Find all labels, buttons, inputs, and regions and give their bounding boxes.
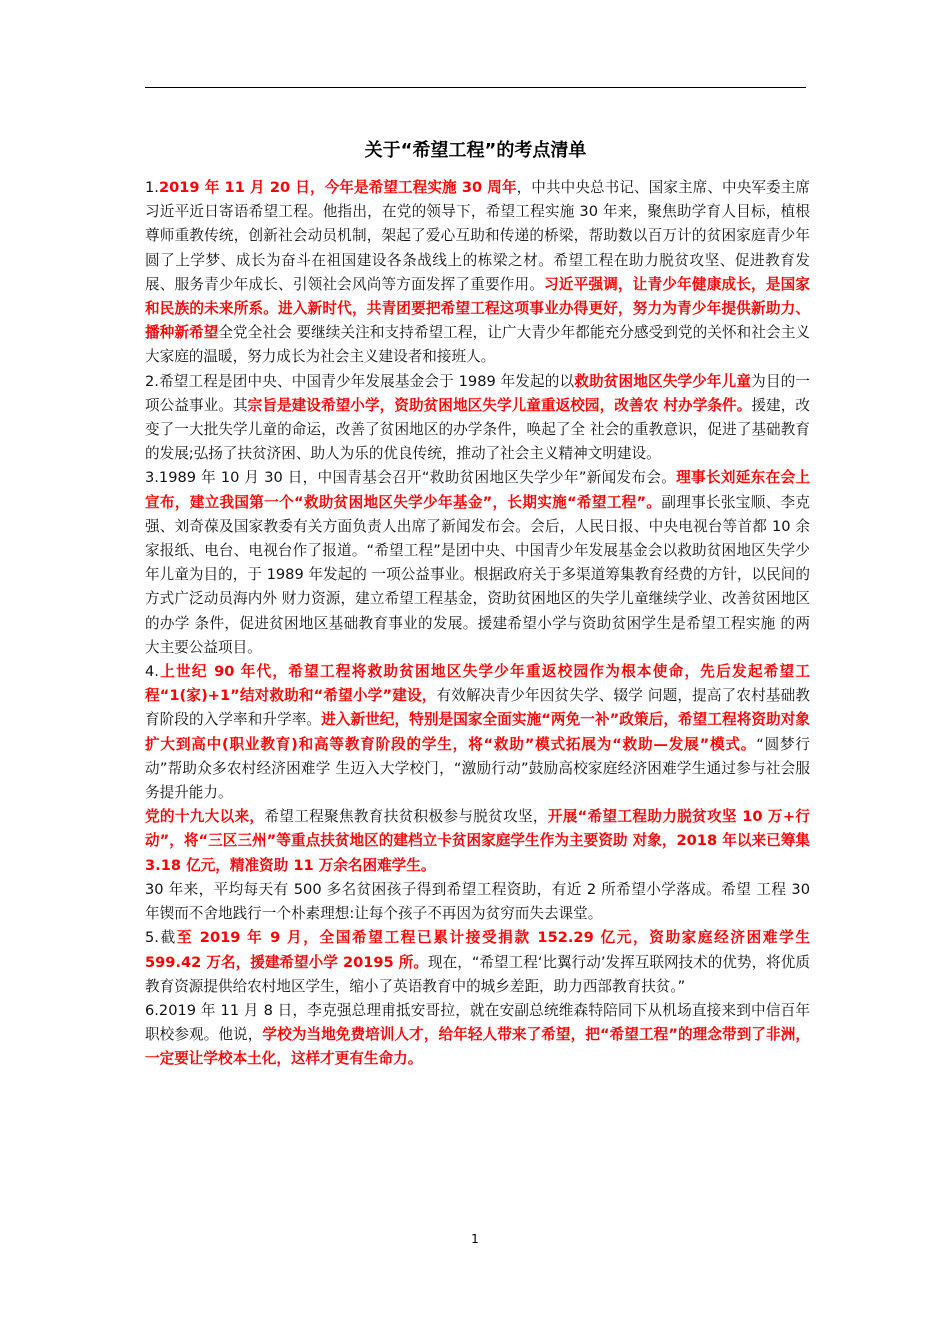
- text-run: 2.希望工程是团中央、中国青少年发展基金会于 1989 年发起的以: [145, 372, 575, 390]
- highlight-run: 党的十九大以来，: [145, 808, 265, 826]
- paragraph-2: [145, 370, 810, 467]
- highlight-run: 习近平强调，让青少年健康成长，是国家和民族的未来所系。进入新时代，共青团要把希望工程这项事业办得更好，努力为青少年提供新助力、播种新希望: [145, 275, 810, 342]
- text-run: 6.2019 年 11 月 8 日，李克强总理甫抵安哥拉，就在安副总统维森特陪同下从机场直接来到中信百年职校参观。他说，: [145, 1001, 810, 1044]
- document-title: 关于“希望工程”的考点清单: [364, 140, 587, 161]
- text-run: 现在，“希望工程‘比翼行动’发挥互联网技术的优势，将优质教育资源提供给农村地区学生，缩小了英语教育中的城乡差距，助力西部教育扶贫。”: [145, 953, 810, 995]
- text-run: 全党全社会 要继续关注和支持希望工程，让广大青少年都能充分感受到党的关怀和社会主义大家庭的温暖，努力成长为社会主义建设者和接班人。: [145, 324, 810, 366]
- text-run: 30 年来，平均每天有 500 多名贫困孩子得到希望工程资助，有近 2 所希望小学落成。希望 工程 30 年锲而不舍地践行一个朴素理想:让每个孩子不再因为贫穷而失去课堂。: [145, 880, 810, 923]
- paragraph-8: [145, 999, 810, 1072]
- highlight-run: 至 2019 年 9 月，全国希望工程已累计接受捐款 152.29 亿元，资助家庭经济困难学生 599.42 万名，援建希望小学 20195 所。: [145, 929, 810, 971]
- text-run: 副理事长张宝顺、李克强、刘奇葆及国家教委有关方面负责人出席了新闻发布会。会后，人民日报、中央电视台等首都 10 余家报纸、电台、电视台作了报道。“希望工程”是团中央、中国青少年发展基金会以救助贫困地区失学少年儿童为目的，于 1989 年发起的 一项公益事业。根据政府关于多渠道筹集教育经费的方针，以民间的方式广泛动员海内外 财力资源，建立希望工程基金，资助贫困地区的失学儿童继续学业、改善贫困地区的办学 条件，促进贫困地区基础教育事业的发展。援建希望小学与资助贫困学生是希望工程实施 的两大主要公益项目。: [145, 493, 810, 656]
- page-number: 1: [471, 1232, 479, 1246]
- text-run: “圆梦行动”帮助众多农村经济困难学 生迈入大学校门，“激励行动”鼓励高校家庭经济困难学生通过参与社会服务提升能力。: [145, 735, 810, 802]
- text-run: 3.1989 年 10 月 30 日，中国青基会召开“救助贫困地区失学少年”新闻发布会。: [145, 469, 677, 487]
- document-body: [145, 176, 810, 1072]
- text-run: 希望工程聚焦教育扶贫积极参与脱贫攻坚，: [264, 808, 548, 826]
- highlight-run: 救助贫困地区失学少年儿童: [574, 372, 752, 390]
- highlight-run: 学校为当地免费培训人才，给年轻人带来了希望，把“希望工程”的理念带到了非洲，一定要让学校本土化，这样才更有生命力。: [145, 1026, 810, 1068]
- paragraph-4: [145, 660, 810, 805]
- highlight-run: 开展“希望工程助力脱贫攻坚 10 万+行动”，将“三区三州”等重点扶贫地区的建档立卡贫困家庭学生作为主要资助 对象，2018 年以来已筹集 3.18 亿元，精准资助 11 万余名困难学生。: [145, 808, 810, 874]
- highlight-run: 上世纪 90 年代，希望工程将救助贫困地区失学少年重返校园作为根本使命，先后发起希望工程“1(家)+1”结对救助和“希望小学”建设，: [145, 663, 810, 705]
- paragraph-5: [145, 805, 810, 878]
- header-rule: [145, 87, 806, 88]
- paragraph-7: [145, 926, 810, 999]
- highlight-run: 宗旨是建设希望小学，资助贫困地区失学儿童重返校园，改善农 村办学条件。: [247, 396, 752, 414]
- paragraph-1: [145, 176, 810, 370]
- highlight-run: 理事长刘延东在会上宣布，建立我国第一个“救助贫困地区失学少年基金”，长期实施“希望工程”。: [145, 469, 810, 511]
- text-run: 4.: [145, 663, 159, 681]
- paragraph-3: [145, 466, 810, 660]
- highlight-run: 进入新世纪，特别是国家全面实施“两免一补”政策后，希望工程将资助对象扩大到高中(职业教育)和高等教育阶段的学生，将“救助”模式拓展为“救助—发展”模式。: [145, 711, 810, 753]
- highlight-run: 2019 年 11 月 20 日，今年是希望工程实施 30 周年: [158, 179, 517, 196]
- paragraph-6: [145, 878, 810, 926]
- text-run: 援建，改变了一大批失学儿童的命运，改善了贫困地区的办学条件，唤起了全 社会的重教意识，促进了基础教育的发展;弘扬了扶贫济困、助人为乐的优良传统，推动了社会主义精神文明建设。: [145, 396, 810, 463]
- text-run: 为目的一项公益事业。其: [145, 372, 810, 414]
- text-run: 有效解决青少年因贫失学、辍学 问题，提高了农村基础教育阶段的入学率和升学率。: [145, 687, 810, 729]
- text-run: ，中共中央总书记、国家主席、中央军委主席习近平近日寄语希望工程。他指出，在党的领导下，希望工程实施 30 年来，聚焦助学育人目标，植根尊师重教传统，创新社会动员机制，架起了爱心互助和传递的桥梁，帮助数以百万计的贫困家庭青少年圆了上学梦、成长为奋斗在祖国建设各条战线上的栋梁之材。希望工程在助力脱贫攻坚、促进教育发展、服务青少年成长、引领社会风尚等方面发挥了重要作用。: [145, 179, 810, 293]
- text-run: 5.截: [145, 929, 177, 947]
- text-run: 1.: [145, 179, 159, 196]
